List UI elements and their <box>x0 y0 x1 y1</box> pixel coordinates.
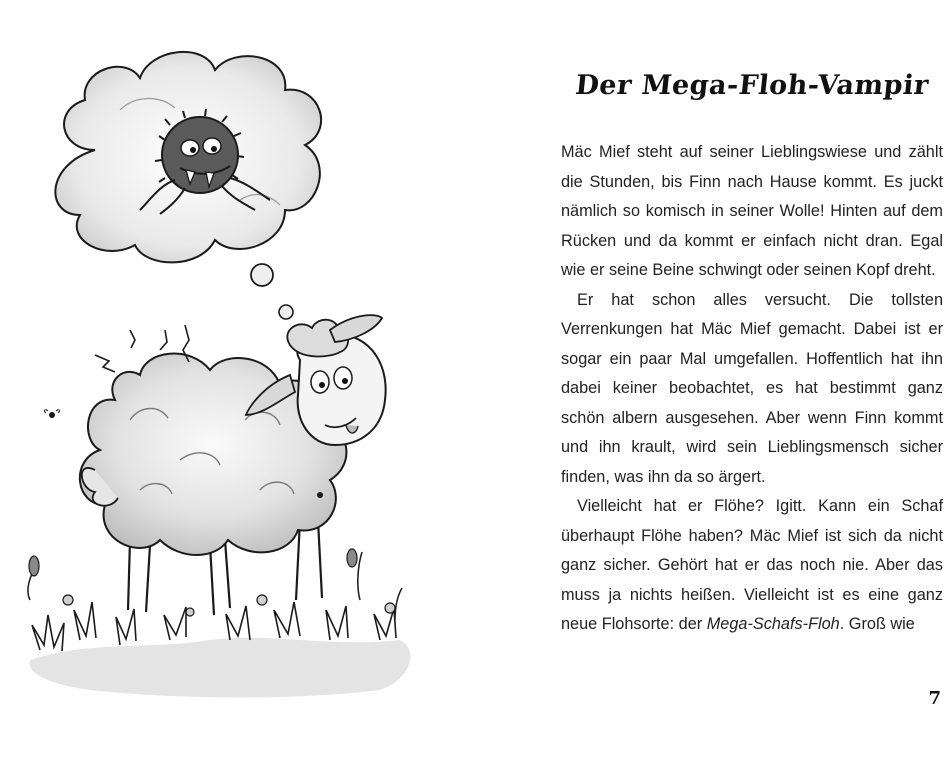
paragraph-3-emphasis: Mega-Schafs-Floh <box>706 615 840 633</box>
page-number: 7 <box>928 688 941 709</box>
paragraph-2: Er hat schon alles versucht. Die tollsten Verrenkungen hat Mäc Mief gemacht. Dabei ist er sogar ein paar Mal umgefallen. Hoffentlich hat ihn dabei keiner beobachtet, es hat bestimmt ganz schön albern ausgesehen. Aber wenn Finn kommt und ihn krault, wird sein Lieblingsmensch sicher finden, was ihn da so ärgert. <box>561 290 943 486</box>
paragraph-3-text-before: Vielleicht hat er Flöhe? Igitt. Kann ein Schaf überhaupt Flöhe haben? Mäc Mief ist sich da nicht ganz sicher. Gehört hat er das noch nie. Aber das muss ja nichts heißen. Vielleicht ist es eine ganz neue Flohsorte: der <box>561 497 943 633</box>
paragraph-3-text-after: . Groß wie <box>839 615 915 633</box>
grass-icon <box>28 549 410 698</box>
fly-icon <box>45 410 60 418</box>
paragraph-1: Mäc Mief steht auf seiner Lieblingswiese und zählt die Stunden, bis Finn nach Hause kommt. Es juckt nämlich so komisch in seiner Wolle! Hinten auf dem Rücken und da kommt er einfach nicht dran. Egal wie er seine Beine schwingt oder seinen Kopf dreht. <box>561 143 943 279</box>
chapter-text-column <box>561 60 943 640</box>
sheep-icon <box>80 315 386 615</box>
paragraph-3 <box>561 492 943 640</box>
chapter-title: Der Mega-Floh-Vampir <box>573 70 931 101</box>
